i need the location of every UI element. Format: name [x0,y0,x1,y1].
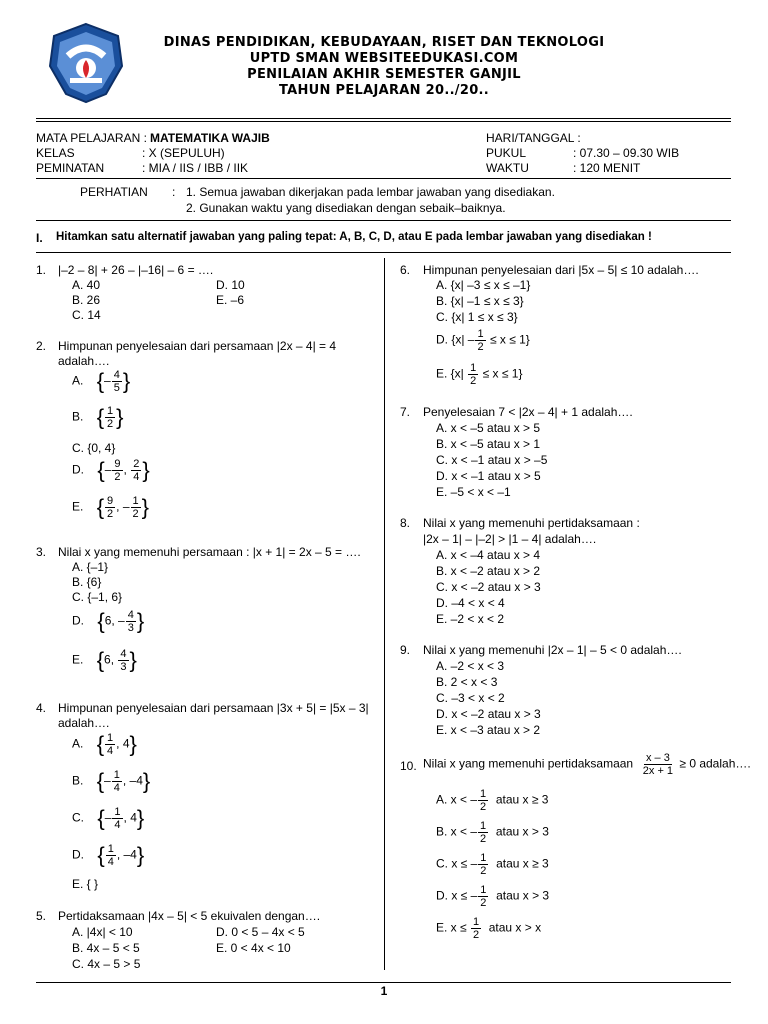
q1-option-a: A. 40 [72,278,101,292]
section-number: I. [36,231,43,245]
q1-option-b: B. 26 [72,293,101,307]
q9-option-e: E. x < –3 atau x > 2 [436,723,541,737]
q3-option-c: C. {–1, 6} [72,590,123,604]
q6-option-a: A. {x| –3 ≤ x ≤ –1} [436,278,531,292]
question-8-text: Nilai x yang memenuhi pertidaksamaan : [423,516,640,530]
q6-option-c: C. {x| 1 ≤ x ≤ 3} [436,310,518,324]
question-4-number: 4. [36,701,47,715]
info-divider [36,178,731,179]
q1-option-d: D. 10 [216,278,245,292]
mapel-value: MATEMATIKA WAJIB [150,131,270,145]
question-5-text: Pertidaksamaan |4x – 5| < 5 ekuivalen dengan…. [58,909,321,923]
question-9-text: Nilai x yang memenuhi |2x – 1| – 5 < 0 adalah…. [423,643,682,657]
question-2-number: 2. [36,339,47,353]
q4-option-b: B. {– $\frac{1}{4}$ , –4} [72,768,151,794]
q6-option-e: E. {x| $\frac{1}{2}$ ≤ x ≤ 1} [436,362,523,387]
kelas-label: KELAS [36,146,75,160]
q5-option-e: E. 0 < 4x < 10 [216,941,291,955]
q9-option-d: D. x < –2 atau x > 3 [436,707,541,721]
question-4-text-2: adalah…. [58,716,110,730]
q4-option-d: D. { $\frac{1}{4}$ , –4} [72,842,145,868]
q7-option-e: E. –5 < x < –1 [436,485,511,499]
kelas-value: : X (SEPULUH) [142,146,225,160]
q9-option-b: B. 2 < x < 3 [436,675,498,689]
waktu-label: WAKTU [486,161,529,175]
q7-option-b: B. x < –5 atau x > 1 [436,437,541,451]
perhatian-label: PERHATIAN [80,185,148,199]
question-2-text-2: adalah…. [58,354,110,368]
q4-option-a: A. { $\frac{1}{4}$ , 4} [72,731,137,757]
q10-option-b: B. x < – $\frac{1}{2}$ atau x > 3 [436,820,549,845]
mapel-label: MATA PELAJARAN : [36,131,147,145]
perhatian-divider [36,220,731,221]
question-10-text: Nilai x yang memenuhi pertidaksamaan $\frac{x - 3}{2x + 1}$ ≥ 0 adalah…. [423,752,751,777]
q1-option-c: C. 14 [72,308,101,322]
header-line-3: PENILAIAN AKHIR SEMESTER GANJIL [247,67,521,82]
q8-option-a: A. x < –4 atau x > 4 [436,548,541,562]
q10-option-c: C. x ≤ – $\frac{1}{2}$ atau x ≥ 3 [436,852,549,877]
question-6-number: 6. [400,263,411,277]
question-10-number: 10. [400,759,417,773]
q2-option-b: B. { $\frac{1}{2}$ } [72,404,124,430]
question-2-text: Himpunan penyelesaian dari persamaan |2x – 4| = 4 [58,339,337,353]
q4-option-e: E. { } [72,877,99,891]
question-1-number: 1. [36,263,47,277]
q2-option-d: D. {– $\frac{9}{2}$ , $\frac{2}{4}$ } [72,457,150,483]
question-7-number: 7. [400,405,411,419]
header-divider-top [36,118,731,119]
q5-option-d: D. 0 < 5 – 4x < 5 [216,925,305,939]
q5-option-c: C. 4x – 5 > 5 [72,957,141,971]
pukul-value: : 07.30 – 09.30 WIB [573,146,680,160]
question-6-text: Himpunan penyelesaian dari |5x – 5| ≤ 10 adalah…. [423,263,699,277]
pukul-label: PUKUL [486,146,527,160]
q2-option-e: E. { $\frac{9}{2}$ , – $\frac{1}{2}$ } [72,494,149,520]
question-8-text-2: |2x – 1| – |–2| > |1 – 4| adalah…. [423,532,597,546]
peminatan-value: : MIA / IIS / IBB / IIK [142,161,249,175]
q3-option-b: B. {6} [72,575,102,589]
q3-option-a: A. {–1} [72,560,109,574]
perhatian-item-1: 1. Semua jawaban dikerjakan pada lembar jawaban yang disediakan. [186,185,555,199]
logo-text [46,22,47,23]
section-title: Hitamkan satu alternatif jawaban yang paling tepat: A, B, C, D, atau E pada lembar jawaban yang disediakan ! [56,231,652,243]
q2-option-a: A. {– $\frac{4}{5}$ } [72,368,131,394]
page-number: 1 [380,984,388,998]
q2-option-c: C. {0, 4} [72,441,116,455]
q8-option-c: C. x < –2 atau x > 3 [436,580,541,594]
header-divider-top-2 [36,121,731,122]
q6-option-b: B. {x| –1 ≤ x ≤ 3} [436,294,524,308]
section-divider [36,252,731,253]
q7-option-d: D. x < –1 atau x > 5 [436,469,541,483]
q5-option-a: A. |4x| < 10 [72,925,133,939]
q7-option-a: A. x < –5 atau x > 5 [436,421,541,435]
q1-option-e: E. –6 [216,293,245,307]
q9-option-c: C. –3 < x < 2 [436,691,505,705]
perhatian-item-2: 2. Gunakan waktu yang disediakan dengan sebaik–baiknya. [186,201,506,215]
header-line-2: UPTD SMAN WEBSITEEDUKASI.COM [249,51,519,66]
q8-option-b: B. x < –2 atau x > 2 [436,564,541,578]
q4-option-c: C. {– $\frac{1}{4}$ , 4} [72,805,145,831]
question-3-number: 3. [36,545,47,559]
q10-option-a: A. x < – $\frac{1}{2}$ atau x ≥ 3 [436,788,549,813]
q8-option-e: E. –2 < x < 2 [436,612,505,626]
header-line-4: TAHUN PELAJARAN 20../20.. [278,83,490,98]
footer-divider [36,982,731,983]
q3-option-d: D. {6, – $\frac{4}{3}$ } [72,608,145,634]
header-line-1: DINAS PENDIDIKAN, KEBUDAYAAN, RISET DAN TEKNOLOGI [163,35,605,50]
waktu-value: : 120 MENIT [573,161,641,175]
question-8-number: 8. [400,516,411,530]
question-3-text: Nilai x yang memenuhi persamaan : |x + 1| = 2x – 5 = …. [58,545,361,559]
q8-option-d: D. –4 < x < 4 [436,596,505,610]
q6-option-d: D. {x| – $\frac{1}{2}$ ≤ x ≤ 1} [436,328,530,353]
column-divider [384,258,385,970]
q10-option-d: D. x ≤ – $\frac{1}{2}$ atau x > 3 [436,884,550,909]
peminatan-label: PEMINATAN [36,161,105,175]
q9-option-a: A. –2 < x < 3 [436,659,505,673]
question-1-text: |–2 – 8| + 26 – |–16| – 6 = …. [58,263,214,277]
q3-option-e: E. {6, $\frac{4}{3}$ } [72,647,137,673]
question-4-text: Himpunan penyelesaian dari persamaan |3x + 5| = |5x – 3| [58,701,369,715]
q10-option-e: E. x ≤ $\frac{1}{2}$ atau x > x [436,916,542,941]
question-5-number: 5. [36,909,47,923]
perhatian-colon: : [172,185,176,199]
hari-label: HARI/TANGGAL : [486,131,581,145]
q7-option-c: C. x < –1 atau x > –5 [436,453,548,467]
q5-option-b: B. 4x – 5 < 5 [72,941,140,955]
question-7-text: Penyelesaian 7 < |2x – 4| + 1 adalah…. [423,405,633,419]
question-9-number: 9. [400,643,411,657]
